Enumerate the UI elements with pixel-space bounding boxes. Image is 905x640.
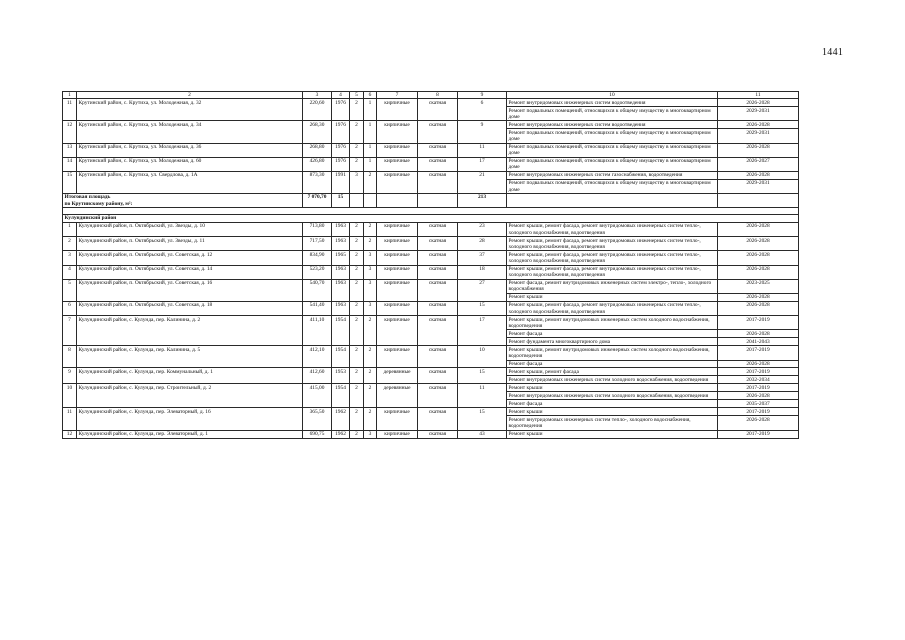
table-row <box>63 316 799 330</box>
build-year: 1976 <box>332 157 350 171</box>
repair-work: Ремонт внутридомовых инженерных систем водоотведения <box>507 121 718 129</box>
flats-count: 17 <box>458 316 507 346</box>
row-number: 2 <box>63 237 77 251</box>
wall-material: кирпичные <box>377 408 418 430</box>
table-row <box>63 121 799 129</box>
flats-count: 43 <box>458 430 507 438</box>
repair-work: Ремонт внутридомовых инженерных систем холодного водоснабжения, водоотведения <box>507 376 718 384</box>
flats-count: 18 <box>458 265 507 279</box>
house-area: 268,80 <box>303 143 332 157</box>
repair-work: Ремонт внутридомовых инженерных систем холодного водоснабжения, водоотведения <box>507 392 718 400</box>
house-address: Кулундинский район, п. Октябрьский, ул. Советская, д. 14 <box>77 265 303 279</box>
repair-period: 2026-2028 <box>718 301 799 315</box>
column-header-11: 11 <box>718 92 799 99</box>
repair-work: Ремонт подвальных помещений, относящихся к общему имуществу в многоквартирном доме <box>507 129 718 143</box>
house-area: 540,70 <box>303 279 332 301</box>
house-area: 268,30 <box>303 121 332 143</box>
entrances-count: 2 <box>364 368 377 384</box>
floors-count: 2 <box>350 265 364 279</box>
build-year: 1953 <box>332 368 350 384</box>
header-row <box>63 92 799 99</box>
row-number: 7 <box>63 316 77 346</box>
entrances-count: 1 <box>364 121 377 143</box>
entrances-count: 3 <box>364 279 377 301</box>
repair-period: 2017-2019 <box>718 430 799 438</box>
repair-period: 2017-2019 <box>718 316 799 330</box>
roof-type: скатная <box>418 99 458 121</box>
table-row <box>63 223 799 237</box>
house-address: Кулундинский район, с. Кулунда, пер. Элеваторный, д. 1 <box>77 430 303 438</box>
house-address: Кулундинский район, с. Кулунда, пер. Коммунальный, д. 1 <box>77 368 303 384</box>
column-header-6: 6 <box>364 92 377 99</box>
wall-material: кирпичные <box>377 301 418 315</box>
floors-count: 2 <box>350 301 364 315</box>
build-year: 1991 <box>332 171 350 193</box>
house-area: 220,60 <box>303 99 332 121</box>
repair-period: 2026-2028 <box>718 143 799 157</box>
row-number: 11 <box>63 99 77 121</box>
repair-work: Ремонт фасада <box>507 330 718 338</box>
flats-count: 10 <box>458 346 507 368</box>
repair-period: 2026-2028 <box>718 237 799 251</box>
column-header-3: 3 <box>303 92 332 99</box>
house-address: Кулундинский район, с. Кулунда, пер. Элеваторный, д. 16 <box>77 408 303 430</box>
table-row <box>63 430 799 438</box>
spacer-row <box>63 208 799 215</box>
empty-cell <box>350 194 364 208</box>
flats-count: 9 <box>458 121 507 143</box>
repair-period: 2026-2027 <box>718 157 799 171</box>
house-area: 412,10 <box>303 346 332 368</box>
house-address: Кулундинский район, с. Кулунда, пер. Строительный, д. 2 <box>77 384 303 408</box>
row-number: 10 <box>63 384 77 408</box>
row-number: 8 <box>63 346 77 368</box>
column-header-4: 4 <box>332 92 350 99</box>
district-title: Кулундинский район <box>63 215 799 223</box>
wall-material: кирпичные <box>377 171 418 193</box>
roof-type: скатная <box>418 157 458 171</box>
house-area: 690,75 <box>303 430 332 438</box>
spacer-cell <box>63 208 799 215</box>
floors-count: 2 <box>350 346 364 368</box>
floors-count: 2 <box>350 279 364 301</box>
house-address: Крутинский район, с. Крутиха, ул. Свердлова, д. 1А <box>77 171 303 193</box>
row-number: 12 <box>63 121 77 143</box>
house-address: Кулундинский район, п. Октябрьский, ул. Советская, д. 12 <box>77 251 303 265</box>
house-area: 412,60 <box>303 368 332 384</box>
repair-work: Ремонт крыши, ремонт фасада <box>507 368 718 376</box>
floors-count: 2 <box>350 251 364 265</box>
floors-count: 2 <box>350 368 364 384</box>
house-address: Кулундинский район, с. Кулунда, пер. Калинина, д. 2 <box>77 316 303 346</box>
empty-cell <box>377 194 418 208</box>
empty-cell <box>718 194 799 208</box>
total-flats: 213 <box>458 194 507 208</box>
house-area: 415,00 <box>303 384 332 408</box>
row-number: 3 <box>63 251 77 265</box>
build-year: 1965 <box>332 251 350 265</box>
repair-work: Ремонт крыши, ремонт внутридомовых инженерных систем холодного водоснабжения, водоотведения <box>507 316 718 330</box>
roof-type: скатная <box>418 237 458 251</box>
flats-count: 15 <box>458 301 507 315</box>
total-houses: 15 <box>332 194 350 208</box>
total-label <box>63 194 303 208</box>
repair-work: Ремонт крыши, ремонт фасада, ремонт внутридомовых инженерных систем тепло-, холодного водоснабжения, водоотведения <box>507 223 718 237</box>
repair-work: Ремонт крыши, ремонт внутридомовых инженерных систем холодного водоснабжения, водоотведения <box>507 346 718 360</box>
table-row <box>63 157 799 171</box>
wall-material: деревянные <box>377 384 418 408</box>
empty-cell <box>364 194 377 208</box>
house-address: Крутинский район, с. Крутиха, ул. Молодежная, д. 32 <box>77 99 303 121</box>
column-header-9: 9 <box>458 92 507 99</box>
wall-material: деревянные <box>377 368 418 384</box>
entrances-count: 2 <box>364 384 377 408</box>
column-header-5: 5 <box>350 92 364 99</box>
entrances-count: 3 <box>364 251 377 265</box>
wall-material: кирпичные <box>377 430 418 438</box>
repair-work: Ремонт фасада <box>507 360 718 368</box>
row-number: 5 <box>63 279 77 301</box>
flats-count: 15 <box>458 368 507 384</box>
house-address: Кулундинский район, п. Октябрьский, ул. Советская, д. 18 <box>77 301 303 315</box>
total-area: 7 070,70 <box>303 194 332 208</box>
repair-work: Ремонт крыши <box>507 408 718 416</box>
wall-material: кирпичные <box>377 237 418 251</box>
row-number: 6 <box>63 301 77 315</box>
table-row <box>63 265 799 279</box>
house-area: 426,80 <box>303 157 332 171</box>
entrances-count: 1 <box>364 99 377 121</box>
repair-work: Ремонт фасада, ремонт внутридомовых инженерных систем электро-, тепло-, холодного водоснабжения <box>507 279 718 293</box>
repair-period: 2026-2028 <box>718 416 799 430</box>
roof-type: скатная <box>418 430 458 438</box>
table-row <box>63 279 799 293</box>
column-header-7: 7 <box>377 92 418 99</box>
floors-count: 2 <box>350 157 364 171</box>
entrances-count: 2 <box>364 237 377 251</box>
floors-count: 2 <box>350 223 364 237</box>
repair-work: Ремонт крыши <box>507 293 718 301</box>
floors-count: 2 <box>350 430 364 438</box>
repair-work: Ремонт крыши, ремонт фасада, ремонт внутридомовых инженерных систем тепло-, холодного водоснабжения, водоотведения <box>507 265 718 279</box>
repair-period: 2026-2028 <box>718 265 799 279</box>
roof-type: скатная <box>418 408 458 430</box>
house-area: 411,10 <box>303 316 332 346</box>
floors-count: 2 <box>350 316 364 346</box>
repair-period: 2026-2028 <box>718 392 799 400</box>
repair-work: Ремонт внутридомовых инженерных систем тепло-, холодного водоснабжения, водоотведения <box>507 416 718 430</box>
repair-period: 2026-2028 <box>718 171 799 179</box>
roof-type: скатная <box>418 265 458 279</box>
house-address: Кулундинский район, п. Октябрьский, ул. Советская, д. 16 <box>77 279 303 301</box>
entrances-count: 3 <box>364 265 377 279</box>
repair-work: Ремонт крыши <box>507 384 718 392</box>
floors-count: 2 <box>350 143 364 157</box>
entrances-count: 3 <box>364 301 377 315</box>
build-year: 1963 <box>332 301 350 315</box>
wall-material: кирпичные <box>377 316 418 346</box>
roof-type: скатная <box>418 316 458 346</box>
repair-period: 2032-2034 <box>718 376 799 384</box>
house-area: 873,30 <box>303 171 332 193</box>
floors-count: 2 <box>350 99 364 121</box>
entrances-count: 2 <box>364 223 377 237</box>
build-year: 1962 <box>332 408 350 430</box>
entrances-count: 2 <box>364 316 377 346</box>
row-number: 14 <box>63 157 77 171</box>
build-year: 1963 <box>332 265 350 279</box>
entrances-count: 2 <box>364 346 377 368</box>
wall-material: кирпичные <box>377 99 418 121</box>
build-year: 1976 <box>332 121 350 143</box>
build-year: 1962 <box>332 430 350 438</box>
entrances-count: 1 <box>364 143 377 157</box>
floors-count: 3 <box>350 171 364 193</box>
repair-work: Ремонт крыши, ремонт фасада, ремонт внутридомовых инженерных систем тепло-, холодного водоснабжения, водоотведения <box>507 237 718 251</box>
row-number: 4 <box>63 265 77 279</box>
repair-period: 2026-2028 <box>718 223 799 237</box>
repair-period: 2026-2028 <box>718 293 799 301</box>
table-row <box>63 99 799 107</box>
table-row <box>63 251 799 265</box>
district-row <box>63 215 799 223</box>
column-header-8: 8 <box>418 92 458 99</box>
repair-period: 2023-2025 <box>718 279 799 293</box>
table-body <box>63 92 799 439</box>
roof-type: скатная <box>418 301 458 315</box>
house-address: Кулундинский район, п. Октябрьский, ул. Звезды, д. 11 <box>77 237 303 251</box>
repair-work: Ремонт фундамента многоквартирного дома <box>507 338 718 346</box>
column-header-1: 1 <box>63 92 77 99</box>
row-number: 11 <box>63 408 77 430</box>
build-year: 1954 <box>332 384 350 408</box>
roof-type: скатная <box>418 368 458 384</box>
flats-count: 6 <box>458 99 507 121</box>
build-year: 1954 <box>332 346 350 368</box>
repair-period: 2026-2028 <box>718 99 799 107</box>
total-label-line-1: Итоговая площадь <box>64 194 111 201</box>
repair-period: 2026-2028 <box>718 360 799 368</box>
repair-period: 2026-2028 <box>718 251 799 265</box>
house-area: 523,20 <box>303 265 332 279</box>
entrances-count: 1 <box>364 157 377 171</box>
empty-cell <box>418 194 458 208</box>
repair-period: 2041-2043 <box>718 338 799 346</box>
entrances-count: 2 <box>364 171 377 193</box>
wall-material: кирпичные <box>377 121 418 143</box>
roof-type: скатная <box>418 251 458 265</box>
table-row <box>63 171 799 179</box>
repair-period: 2017-2019 <box>718 408 799 416</box>
column-header-10: 10 <box>507 92 718 99</box>
table-row <box>63 143 799 157</box>
flats-count: 37 <box>458 251 507 265</box>
wall-material: кирпичные <box>377 346 418 368</box>
flats-count: 21 <box>458 171 507 193</box>
capital-repair-table <box>62 91 799 439</box>
table-row <box>63 408 799 416</box>
repair-period: 2017-2019 <box>718 368 799 376</box>
table-row <box>63 368 799 376</box>
column-header-2: 2 <box>77 92 303 99</box>
repair-period: 2017-2019 <box>718 346 799 360</box>
repair-period: 2026-2028 <box>718 121 799 129</box>
repair-period: 2029-2031 <box>718 129 799 143</box>
house-area: 541,40 <box>303 301 332 315</box>
row-number: 15 <box>63 171 77 193</box>
row-number: 1 <box>63 223 77 237</box>
wall-material: кирпичные <box>377 279 418 301</box>
total-row <box>63 194 799 208</box>
entrances-count: 2 <box>364 408 377 430</box>
empty-cell <box>507 194 718 208</box>
house-address: Крутинский район, с. Крутиха, ул. Молодежная, д. 60 <box>77 157 303 171</box>
page-number: 1441 <box>822 47 844 58</box>
flats-count: 11 <box>458 384 507 408</box>
wall-material: кирпичные <box>377 265 418 279</box>
row-number: 9 <box>63 368 77 384</box>
repair-work: Ремонт подвальных помещений, относящихся к общему имуществу в многоквартирном доме <box>507 107 718 121</box>
roof-type: скатная <box>418 171 458 193</box>
row-number: 12 <box>63 430 77 438</box>
house-address: Кулундинский район, с. Кулунда, пер. Калинина, д. 5 <box>77 346 303 368</box>
wall-material: кирпичные <box>377 157 418 171</box>
row-number: 13 <box>63 143 77 157</box>
house-area: 717,50 <box>303 237 332 251</box>
repair-work: Ремонт внутридомовых инженерных систем газоснабжения, водоотведения <box>507 171 718 179</box>
roof-type: скатная <box>418 384 458 408</box>
roof-type: скатная <box>418 279 458 301</box>
floors-count: 2 <box>350 121 364 143</box>
build-year: 1963 <box>332 237 350 251</box>
wall-material: кирпичные <box>377 251 418 265</box>
house-address: Крутинский район, с. Крутиха, ул. Молодежная, д. 36 <box>77 143 303 157</box>
table-row <box>63 301 799 315</box>
wall-material: кирпичные <box>377 223 418 237</box>
roof-type: скатная <box>418 346 458 368</box>
floors-count: 2 <box>350 384 364 408</box>
wall-material: кирпичные <box>377 143 418 157</box>
entrances-count: 3 <box>364 430 377 438</box>
repair-work: Ремонт подвальных помещений, относящихся к общему имуществу в многоквартирном доме <box>507 143 718 157</box>
repair-work: Ремонт подвальных помещений, относящихся к общему имуществу в многоквартирном доме <box>507 179 718 193</box>
floors-count: 2 <box>350 237 364 251</box>
roof-type: скатная <box>418 121 458 143</box>
build-year: 1963 <box>332 279 350 301</box>
table-row <box>63 384 799 392</box>
flats-count: 27 <box>458 279 507 301</box>
flats-count: 15 <box>458 408 507 430</box>
repair-work: Ремонт внутридомовых инженерных систем водоотведения <box>507 99 718 107</box>
table-row <box>63 237 799 251</box>
repair-period: 2017-2019 <box>718 384 799 392</box>
house-address: Крутинский район, с. Крутиха, ул. Молодежная, д. 34 <box>77 121 303 143</box>
roof-type: скатная <box>418 143 458 157</box>
repair-work: Ремонт крыши, ремонт фасада, ремонт внутридомовых инженерных систем тепло-, холодного водоснабжения, водоотведения <box>507 251 718 265</box>
house-area: 834,90 <box>303 251 332 265</box>
build-year: 1963 <box>332 223 350 237</box>
build-year: 1976 <box>332 143 350 157</box>
repair-work: Ремонт фасада <box>507 400 718 408</box>
house-area: 713,80 <box>303 223 332 237</box>
build-year: 1954 <box>332 316 350 346</box>
house-address: Кулундинский район, п. Октябрьский, ул. Звезды, д. 10 <box>77 223 303 237</box>
total-label-line-2: по Крутинскому району, м²: <box>64 200 133 207</box>
roof-type: скатная <box>418 223 458 237</box>
repair-period: 2035-2037 <box>718 400 799 408</box>
repair-work: Ремонт подвальных помещений, относящихся к общему имуществу в многоквартирном доме <box>507 157 718 171</box>
repair-period: 2026-2028 <box>718 330 799 338</box>
build-year: 1976 <box>332 99 350 121</box>
flats-count: 23 <box>458 223 507 237</box>
repair-work: Ремонт крыши, ремонт фасада, ремонт внутридомовых инженерных систем тепло-, холодного водоснабжения, водоотведения <box>507 301 718 315</box>
repair-period: 2029-2031 <box>718 179 799 193</box>
flats-count: 17 <box>458 157 507 171</box>
flats-count: 11 <box>458 143 507 157</box>
table-row <box>63 346 799 360</box>
floors-count: 2 <box>350 408 364 430</box>
repair-work: Ремонт крыши <box>507 430 718 438</box>
flats-count: 28 <box>458 237 507 251</box>
house-area: 365,50 <box>303 408 332 430</box>
repair-period: 2029-2031 <box>718 107 799 121</box>
